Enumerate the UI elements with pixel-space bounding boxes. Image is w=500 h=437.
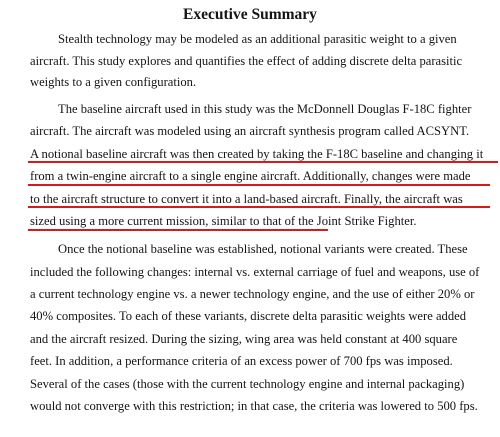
paragraph-2-line-4: from a twin-engine aircraft to a single engine aircraft. Additionally, changes were made: [30, 169, 471, 183]
paragraph-2-line-6: sized using a more current mission, similar to that of the Joint Strike Fighter.: [30, 214, 417, 228]
paragraph-3-line-4: 40% composites. To each of these variants, discrete delta parasitic weights were added: [30, 309, 467, 323]
paragraph-3-line-8: would not converge with this restriction; in that case, the criteria was lowered to 500 fps.: [30, 399, 478, 413]
paragraph-3-line-5: and the aircraft resized. During the sizing, wing area was held constant at 400 square: [30, 332, 458, 346]
paragraph-2-line-1: The baseline aircraft used in this study was the McDonnell Douglas F-18C fighter: [58, 102, 472, 116]
paragraph-3-line-3: a current technology engine vs. a newer technology engine, and the use of either 20% or: [30, 287, 475, 301]
paragraph-1-line-2: aircraft. This study explores and quantifies the effect of adding discrete delta parasitic: [30, 54, 463, 68]
paragraph-3-line-7: Several of the cases (those with the current technology engine and internal packaging): [30, 377, 465, 391]
paragraph-3-line-1: Once the notional baseline was established, notional variants were created. These: [58, 242, 468, 256]
paragraph-1-line-3: weights to a given configuration.: [30, 75, 197, 89]
paragraph-3-line-2: included the following changes: internal vs. external carriage of fuel and weapons, use of: [30, 265, 480, 279]
paragraph-2-line-2: aircraft. The aircraft was modeled using an aircraft synthesis program called ACSYNT.: [30, 124, 470, 138]
paragraph-1-line-1: Stealth technology may be modeled as an additional parasitic weight to a given: [58, 32, 457, 46]
paragraph-3-line-6: feet. In addition, a performance criteria of an excess power of 700 fps was imposed.: [30, 354, 453, 368]
paragraph-2-line-5: to the aircraft structure to convert it into a land-based aircraft. Finally, the aircraft was: [30, 192, 463, 206]
red-underline-4: [28, 229, 328, 231]
page-title: Executive Summary: [183, 6, 317, 23]
red-underline-2: [28, 184, 490, 186]
red-underline-1: [28, 161, 498, 163]
paragraph-2-line-3: A notional baseline aircraft was then created by taking the F-18C baseline and changing it: [30, 147, 484, 161]
red-underline-3: [28, 206, 490, 208]
